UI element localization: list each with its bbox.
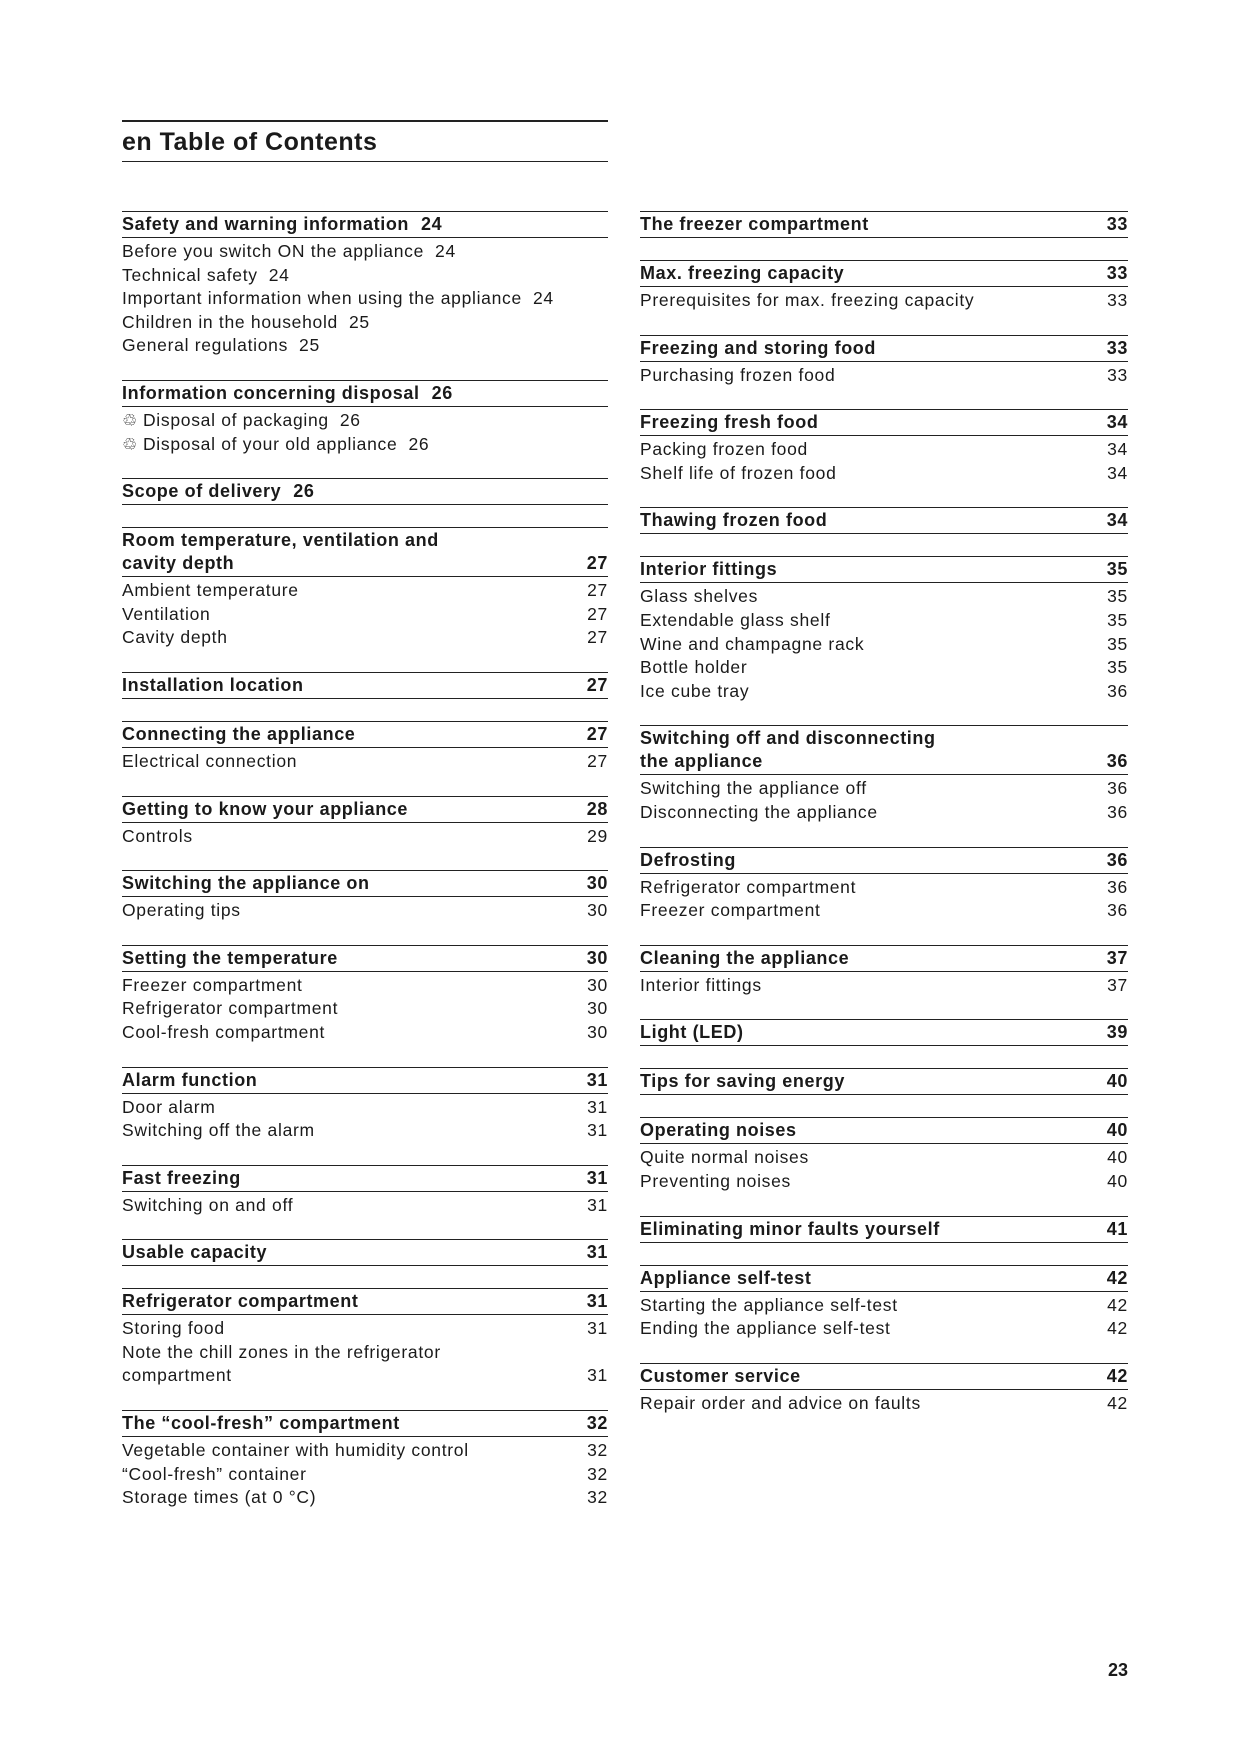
- toc-section-appliance-self-test: [640, 1265, 1128, 1341]
- toc-section-heading[interactable]: [122, 945, 608, 972]
- toc-item-list: [640, 1390, 1128, 1416]
- entry-title: Extendable glass shelf: [640, 609, 831, 630]
- section-page-number: 28: [586, 798, 608, 819]
- entry-title: Refrigerator compartment: [122, 998, 339, 1019]
- toc-section-heading[interactable]: [122, 1165, 608, 1192]
- section-title: Customer service: [640, 1365, 801, 1386]
- entry-page-number: 30: [587, 998, 608, 1019]
- toc-entry[interactable]: [122, 433, 608, 457]
- entry-title: Wine and champagne rack: [640, 633, 865, 654]
- toc-section-heading[interactable]: [640, 1216, 1128, 1243]
- toc-entry[interactable]: [122, 1341, 608, 1388]
- section-title: Operating noises: [640, 1120, 797, 1141]
- toc-item-list: [640, 287, 1128, 313]
- toc-section-heading[interactable]: [640, 945, 1128, 972]
- toc-section-customer-service: [640, 1363, 1128, 1416]
- entry-page-number: 26: [339, 409, 361, 430]
- entry-page-number: 31: [587, 1194, 608, 1215]
- toc-section-heading[interactable]: [122, 1288, 608, 1315]
- toc-item-list: [122, 577, 608, 650]
- toc-section-heading[interactable]: [640, 1019, 1128, 1046]
- entry-page-number: 40: [1107, 1170, 1128, 1191]
- section-title: Switching the appliance on: [122, 873, 370, 894]
- toc-section-heading[interactable]: [122, 211, 608, 238]
- entry-page-number: 32: [587, 1487, 608, 1508]
- entry-page-number: 27: [587, 603, 608, 624]
- toc-left-column: [122, 211, 608, 1532]
- toc-section-heading[interactable]: [640, 556, 1128, 583]
- entry-page-number: 32: [587, 1440, 608, 1461]
- toc-entry[interactable]: [122, 311, 608, 335]
- entry-page-number: 25: [299, 335, 320, 356]
- entry-page-number: 36: [1107, 801, 1128, 822]
- toc-entry[interactable]: [640, 609, 1128, 633]
- toc-item-list: [640, 436, 1128, 485]
- entry-page-number: 33: [1107, 364, 1128, 385]
- toc-section-refrigerator-compartment: [122, 1288, 608, 1388]
- entry-page-number: 36: [1107, 876, 1128, 897]
- section-title: The “cool-fresh” compartment: [122, 1413, 400, 1434]
- toc-section-light-led: [640, 1019, 1128, 1046]
- entry-title: Note the chill zones in the refrigerator compartment: [122, 1341, 441, 1386]
- toc-section-switching-the-appliance-on: [122, 870, 608, 923]
- recycle-icon: ♲: [122, 410, 138, 430]
- toc-entry[interactable]: [640, 364, 1128, 388]
- toc-entry[interactable]: [122, 750, 608, 774]
- toc-section-heading[interactable]: [122, 672, 608, 699]
- entry-page-number: 36: [1107, 900, 1128, 921]
- entry-page-number: 36: [1107, 778, 1128, 799]
- toc-section-heading[interactable]: [640, 1068, 1128, 1095]
- section-page-number: 33: [1106, 263, 1128, 283]
- toc-section-the-freezer-compartment: [640, 211, 1128, 238]
- toc-section-heading[interactable]: [122, 380, 608, 407]
- toc-section-heading[interactable]: [640, 335, 1128, 362]
- entry-page-number: 42: [1107, 1392, 1128, 1413]
- toc-section-information-concerning-disposal: [122, 380, 608, 456]
- toc-entry[interactable]: [640, 974, 1128, 998]
- section-title: Light (LED): [640, 1022, 744, 1043]
- toc-entry[interactable]: [640, 1317, 1128, 1341]
- entry-title: Disconnecting the appliance: [640, 801, 878, 822]
- toc-item-list: [640, 775, 1128, 824]
- section-page-number: 26: [431, 382, 453, 403]
- entry-page-number: 34: [1107, 462, 1128, 483]
- toc-item-list: [122, 823, 608, 849]
- section-page-number: 35: [1106, 559, 1128, 580]
- toc-section-heading[interactable]: [122, 721, 608, 748]
- toc-section-heading[interactable]: [640, 847, 1128, 874]
- section-title: Switching off and disconnecting the appliance: [640, 728, 936, 772]
- toc-section-defrosting: [640, 847, 1128, 923]
- toc-entry[interactable]: [122, 1096, 608, 1120]
- section-title: Setting the temperature: [122, 947, 338, 968]
- toc-item-list: [122, 897, 608, 923]
- toc-section-getting-to-know-your-appliance: [122, 796, 608, 849]
- section-title: Defrosting: [640, 849, 736, 870]
- section-title: Interior fittings: [640, 559, 778, 580]
- section-title: The freezer compartment: [640, 214, 869, 234]
- entry-title: Technical safety: [122, 264, 258, 285]
- section-page-number: 31: [586, 1069, 608, 1090]
- entry-page-number: 24: [532, 288, 554, 309]
- entry-page-number: 36: [1107, 680, 1128, 701]
- entry-title: Switching off the alarm: [122, 1120, 315, 1141]
- toc-section-safety-and-warning-information: [122, 211, 608, 358]
- toc-section-heading[interactable]: [122, 1410, 608, 1437]
- entry-title: Shelf life of frozen food: [640, 462, 837, 483]
- toc-section-max-freezing-capacity: [640, 260, 1128, 313]
- section-page-number: 33: [1106, 214, 1128, 234]
- toc-entry[interactable]: [640, 876, 1128, 900]
- toc-entry[interactable]: [640, 633, 1128, 657]
- toc-entry[interactable]: [122, 579, 608, 603]
- entry-page-number: 30: [587, 974, 608, 995]
- toc-entry[interactable]: [122, 1486, 608, 1510]
- toc-section-heading[interactable]: [122, 527, 608, 577]
- section-page-number: 41: [1106, 1218, 1128, 1239]
- entry-page-number: 42: [1107, 1318, 1128, 1339]
- toc-section-heading[interactable]: [122, 796, 608, 823]
- entry-title: Controls: [122, 825, 193, 846]
- entry-title: Electrical connection: [122, 750, 298, 771]
- toc-right-column: [640, 211, 1128, 1437]
- section-title: Fast freezing: [122, 1167, 241, 1188]
- entry-title: Freezer compartment: [122, 974, 303, 995]
- entry-page-number: 27: [587, 580, 608, 601]
- entry-page-number: 40: [1107, 1147, 1128, 1168]
- section-page-number: 33: [1106, 337, 1128, 358]
- entry-title: Operating tips: [122, 900, 241, 921]
- section-title: Freezing fresh food: [640, 412, 819, 433]
- toc-section-heading[interactable]: [640, 725, 1128, 775]
- entry-page-number: 42: [1107, 1294, 1128, 1315]
- section-title: Usable capacity: [122, 1242, 268, 1263]
- toc-entry[interactable]: [640, 1392, 1128, 1416]
- entry-page-number: 35: [1107, 633, 1128, 654]
- toc-entry[interactable]: [640, 1146, 1128, 1170]
- toc-section-cleaning-the-appliance: [640, 945, 1128, 998]
- toc-entry[interactable]: [122, 825, 608, 849]
- entry-title: Ventilation: [122, 603, 211, 624]
- toc-section-heading[interactable]: [640, 1363, 1128, 1390]
- toc-item-list: [122, 748, 608, 774]
- toc-entry[interactable]: [122, 240, 608, 264]
- entry-title: Glass shelves: [640, 586, 759, 607]
- section-page-number: 34: [1106, 412, 1128, 433]
- entry-title: Packing frozen food: [640, 439, 808, 460]
- toc-item-list: [122, 1437, 608, 1510]
- toc-entry[interactable]: [640, 289, 1128, 313]
- entry-page-number: 29: [587, 825, 608, 846]
- toc-entry[interactable]: [122, 1463, 608, 1487]
- section-title: Appliance self-test: [640, 1267, 812, 1288]
- section-title: Room temperature, ventilation and cavity depth: [122, 530, 439, 574]
- entry-title: Ice cube tray: [640, 680, 750, 701]
- toc-entry[interactable]: [122, 1317, 608, 1341]
- section-title: Information concerning disposal: [122, 382, 420, 403]
- toc-entry[interactable]: [640, 1170, 1128, 1194]
- section-page-number: 36: [1106, 751, 1128, 772]
- toc-item-list: [640, 362, 1128, 388]
- section-page-number: 40: [1106, 1120, 1128, 1141]
- toc-entry[interactable]: [640, 462, 1128, 486]
- toc-entry[interactable]: [640, 680, 1128, 704]
- entry-title: Storage times (at 0 °C): [122, 1487, 317, 1508]
- entry-page-number: 35: [1107, 657, 1128, 678]
- toc-section-heading[interactable]: [122, 1239, 608, 1266]
- page-title: en Table of Contents: [122, 120, 608, 162]
- toc-section-freezing-and-storing-food: [640, 335, 1128, 388]
- entry-title: Cavity depth: [122, 627, 228, 648]
- toc-entry[interactable]: [640, 899, 1128, 923]
- toc-section-the-cool-fresh-compartment: [122, 1410, 608, 1510]
- toc-section-heading[interactable]: [640, 1117, 1128, 1144]
- toc-entry[interactable]: [122, 974, 608, 998]
- toc-item-list: [640, 583, 1128, 703]
- entry-title: Quite normal noises: [640, 1147, 809, 1168]
- toc-section-switching-off-and-disconnecting-the-appliance: [640, 725, 1128, 824]
- entry-title: Disposal of your old appliance: [142, 433, 398, 454]
- entry-title: Ambient temperature: [122, 580, 299, 601]
- section-title: Refrigerator compartment: [122, 1291, 359, 1312]
- entry-title: Repair order and advice on faults: [640, 1392, 921, 1413]
- entry-title: “Cool-fresh” container: [122, 1463, 307, 1484]
- section-page-number: 32: [586, 1413, 608, 1434]
- section-page-number: 36: [1106, 849, 1128, 870]
- entry-page-number: 26: [408, 433, 430, 454]
- toc-entry[interactable]: [640, 777, 1128, 801]
- toc-item-list: [122, 1315, 608, 1388]
- toc-section-heading[interactable]: [640, 260, 1128, 287]
- entry-page-number: 27: [587, 627, 608, 648]
- section-page-number: 30: [586, 873, 608, 894]
- toc-section-heading[interactable]: [640, 507, 1128, 534]
- toc-section-alarm-function: [122, 1067, 608, 1143]
- entry-page-number: 31: [587, 1096, 608, 1117]
- toc-item-list: [640, 1292, 1128, 1341]
- toc-section-heading[interactable]: [640, 409, 1128, 436]
- toc-entry[interactable]: [122, 1119, 608, 1143]
- section-page-number: 26: [293, 481, 315, 502]
- entry-title: Before you switch ON the appliance: [122, 241, 425, 261]
- section-page-number: 27: [586, 553, 608, 574]
- toc-section-scope-of-delivery: [122, 478, 608, 505]
- section-page-number: 42: [1106, 1267, 1128, 1288]
- toc-section-eliminating-minor-faults-yourself: [640, 1216, 1128, 1243]
- toc-entry[interactable]: [640, 438, 1128, 462]
- section-title: Connecting the appliance: [122, 723, 356, 744]
- entry-title: Prerequisites for max. freezing capacity: [640, 290, 975, 310]
- toc-entry[interactable]: [122, 264, 608, 288]
- toc-item-list: [640, 1144, 1128, 1193]
- toc-item-list: [122, 1094, 608, 1143]
- entry-title: Refrigerator compartment: [640, 876, 857, 897]
- section-page-number: 31: [586, 1167, 608, 1188]
- entry-title: Ending the appliance self-test: [640, 1318, 891, 1339]
- entry-title: Bottle holder: [640, 657, 748, 678]
- toc-entry[interactable]: [640, 585, 1128, 609]
- toc-entry[interactable]: [122, 997, 608, 1021]
- entry-page-number: 31: [587, 1365, 608, 1386]
- entry-title: Interior fittings: [640, 974, 762, 995]
- section-title: Scope of delivery: [122, 481, 282, 502]
- section-page-number: 42: [1106, 1365, 1128, 1386]
- toc-section-interior-fittings: [640, 556, 1128, 703]
- section-page-number: 37: [1106, 947, 1128, 968]
- toc-entry[interactable]: [122, 603, 608, 627]
- entry-title: Freezer compartment: [640, 900, 821, 921]
- entry-title: Children in the household: [122, 311, 338, 332]
- entry-title: Starting the appliance self-test: [640, 1294, 898, 1315]
- entry-page-number: 30: [587, 1021, 608, 1042]
- section-title: Safety and warning information: [122, 214, 410, 234]
- toc-section-heading[interactable]: [640, 1265, 1128, 1292]
- section-page-number: 27: [586, 723, 608, 744]
- entry-title: General regulations: [122, 335, 289, 356]
- entry-page-number: 31: [587, 1120, 608, 1141]
- toc-section-tips-for-saving-energy: [640, 1068, 1128, 1095]
- toc-entry[interactable]: [122, 1439, 608, 1463]
- toc-section-heading[interactable]: [122, 1067, 608, 1094]
- entry-page-number: 37: [1107, 974, 1128, 995]
- toc-entry[interactable]: [122, 287, 608, 311]
- toc-item-list: [122, 1192, 608, 1218]
- section-page-number: 40: [1106, 1071, 1128, 1092]
- entry-title: Switching on and off: [122, 1194, 294, 1215]
- section-page-number: 27: [586, 674, 608, 695]
- entry-title: Purchasing frozen food: [640, 364, 836, 385]
- section-title: Installation location: [122, 674, 304, 695]
- toc-entry[interactable]: [122, 334, 608, 358]
- section-title: Thawing frozen food: [640, 510, 828, 531]
- toc-entry[interactable]: [122, 1021, 608, 1045]
- toc-section-installation-location: [122, 672, 608, 699]
- section-page-number: 39: [1106, 1022, 1128, 1043]
- section-page-number: 31: [586, 1242, 608, 1263]
- toc-entry[interactable]: [122, 1194, 608, 1218]
- toc-section-setting-the-temperature: [122, 945, 608, 1045]
- toc-section-fast-freezing: [122, 1165, 608, 1218]
- entry-title: Cool-fresh compartment: [122, 1021, 326, 1042]
- section-title: Alarm function: [122, 1069, 258, 1090]
- toc-item-list: [122, 407, 608, 456]
- section-page-number: 31: [586, 1291, 608, 1312]
- toc-entry[interactable]: [640, 656, 1128, 680]
- section-page-number: 24: [421, 214, 443, 234]
- toc-item-list: [122, 238, 608, 358]
- entry-page-number: 31: [587, 1318, 608, 1339]
- entry-title: Disposal of packaging: [142, 409, 329, 430]
- section-title: Cleaning the appliance: [640, 947, 850, 968]
- toc-item-list: [640, 874, 1128, 923]
- entry-title: Switching the appliance off: [640, 778, 867, 799]
- section-title: Eliminating minor faults yourself: [640, 1218, 940, 1239]
- section-title: Freezing and storing food: [640, 337, 876, 358]
- toc-section-room-temperature-ventilation-and-cavity-depth: [122, 527, 608, 650]
- entry-title: Door alarm: [122, 1096, 216, 1117]
- toc-entry[interactable]: [640, 1294, 1128, 1318]
- section-page-number: 30: [586, 947, 608, 968]
- entry-title: Storing food: [122, 1318, 225, 1339]
- entry-title: Important information when using the appliance: [122, 288, 522, 309]
- section-title: Getting to know your appliance: [122, 798, 409, 819]
- entry-page-number: 25: [348, 311, 370, 332]
- entry-page-number: 32: [587, 1463, 608, 1484]
- toc-item-list: [122, 972, 608, 1045]
- section-page-number: 34: [1106, 510, 1128, 531]
- toc-entry[interactable]: [122, 409, 608, 433]
- toc-section-thawing-frozen-food: [640, 507, 1128, 534]
- section-title: Max. freezing capacity: [640, 263, 845, 283]
- toc-entry[interactable]: [122, 899, 608, 923]
- toc-section-connecting-the-appliance: [122, 721, 608, 774]
- entry-page-number: 24: [435, 241, 456, 261]
- entry-page-number: 34: [1107, 439, 1128, 460]
- entry-page-number: 33: [1107, 290, 1128, 310]
- entry-page-number: 35: [1107, 609, 1128, 630]
- entry-title: Vegetable container with humidity control: [122, 1440, 469, 1461]
- entry-page-number: 24: [268, 264, 290, 285]
- entry-page-number: 27: [587, 750, 608, 771]
- toc-section-heading[interactable]: [122, 870, 608, 897]
- entry-page-number: 35: [1107, 586, 1128, 607]
- toc-section-operating-noises: [640, 1117, 1128, 1193]
- toc-section-heading[interactable]: [640, 211, 1128, 238]
- recycle-icon: ♲: [122, 434, 138, 454]
- toc-entry[interactable]: [122, 626, 608, 650]
- section-title: Tips for saving energy: [640, 1071, 845, 1092]
- toc-entry[interactable]: [640, 801, 1128, 825]
- toc-section-usable-capacity: [122, 1239, 608, 1266]
- toc-section-freezing-fresh-food: [640, 409, 1128, 485]
- entry-title: Preventing noises: [640, 1170, 792, 1191]
- toc-section-heading[interactable]: [122, 478, 608, 505]
- entry-page-number: 30: [587, 900, 608, 921]
- page-number: 23: [1107, 1660, 1128, 1680]
- toc-item-list: [640, 972, 1128, 998]
